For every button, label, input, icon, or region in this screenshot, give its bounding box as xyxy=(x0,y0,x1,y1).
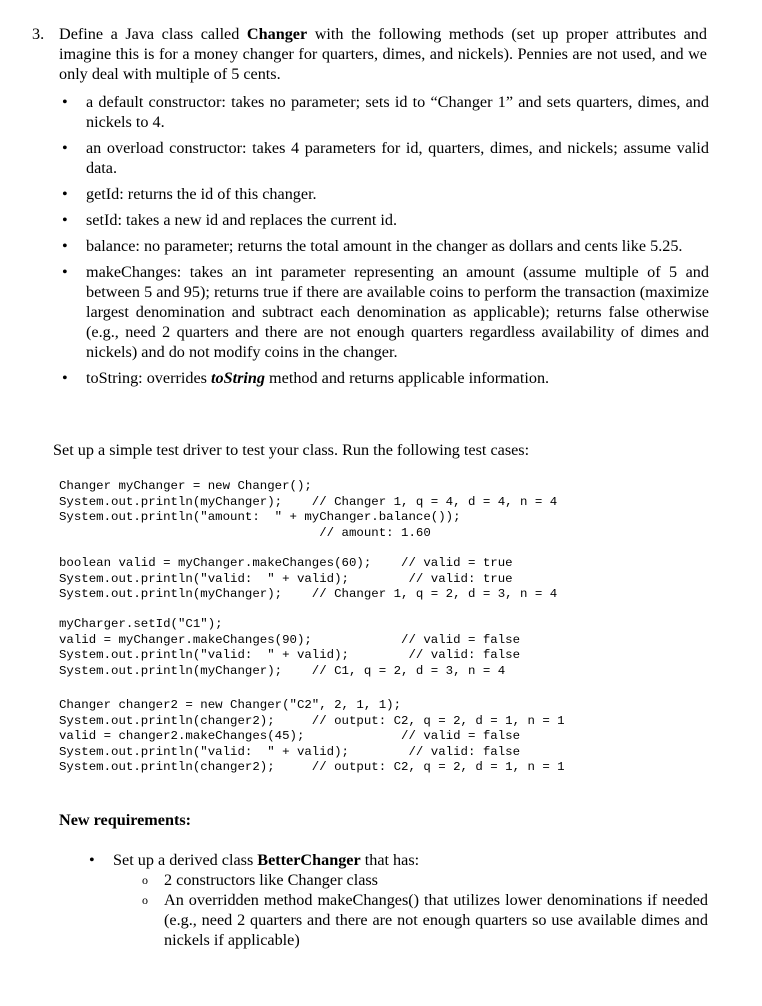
intro-text-start: Define a Java class called xyxy=(59,25,247,43)
class-name-changer: Changer xyxy=(246,25,308,43)
test-driver-intro: Set up a simple test driver to test your class. Run the following test cases: xyxy=(53,441,530,459)
method-item-overload-constructor: • an overload constructor: takes 4 parameters for id, quarters, dimes, and nickels; assume valid data. xyxy=(62,139,709,177)
derived-class-name: BetterChanger xyxy=(257,851,361,869)
circle-bullet-icon: o xyxy=(142,893,148,907)
bullet-icon: • xyxy=(89,851,95,869)
code-block-default-changer: Changer myChanger = new Changer(); System.out.println(myChanger); // Changer 1, q = 4, d = 4, n = 4 System.out.println("amount: " + myChanger.balance()); // amount: 1.60 xyxy=(59,479,558,540)
code-block-changer2: Changer changer2 = new Changer("C2", 2, 1, 1); System.out.println(changer2); // output: C2, q = 2, d = 1, n = 1 valid = changer2.makeChanges(45); // valid = false System.out.println("valid: " + valid); // valid: false System.out.println(changer2); // output: C2, q = 2, d = 1, n = 1 xyxy=(59,698,565,775)
new-requirements-heading: New requirements: xyxy=(59,811,192,829)
method-item-getid: • getId: returns the id of this changer. xyxy=(62,185,317,203)
code-block-set-id: myCharger.setId("C1"); valid = myChanger.makeChanges(90); // valid = false System.out.println("valid: " + valid); // valid: false System.out.println(myChanger); // C1, q = 2, d = 3, n = 4 xyxy=(59,617,521,678)
method-item-default-constructor: • a default constructor: takes no parameter; sets id to “Changer 1” and sets quarters, dimes, and nickels to 4. xyxy=(62,93,709,131)
bullet-icon: • xyxy=(62,237,68,255)
method-list xyxy=(59,92,709,394)
intro-text-end: with the following methods (set up proper attributes and imagine this is for a money changer for quarters, dimes, and nickels). Pennies are not used, and we only deal with multiple of 5 cents. xyxy=(59,25,707,83)
question-number: 3. xyxy=(32,25,45,43)
bullet-icon: • xyxy=(62,369,68,387)
method-item-tostring: • toString: overrides toString method and returns applicable information. xyxy=(62,369,550,387)
new-requirements-list xyxy=(86,850,708,950)
bullet-icon: • xyxy=(62,211,68,229)
question-intro xyxy=(59,24,707,84)
bullet-icon: • xyxy=(62,93,68,111)
bullet-icon: • xyxy=(62,139,68,157)
derived-class-bullet: • Set up a derived class BetterChanger that has: xyxy=(89,851,420,869)
method-item-makechanges: • makeChanges: takes an int parameter representing an amount (assume multiple of 5 and between 5 and 95); returns true if there are available coins to perform the transaction (maximize largest denomination and subtract each denomination as applicable); returns false otherwise (e.g., need 2 quarters and there are not enough quarters regardless availability of dimes and nickels) and do not modify coins in the changer. xyxy=(62,263,709,361)
circle-bullet-icon: o xyxy=(142,873,148,887)
derived-class-sublist xyxy=(86,870,708,950)
sub-item-constructors: o 2 constructors like Changer class xyxy=(142,871,378,889)
sub-item-overridden-makechanges: o An overridden method makeChanges() that utilizes lower denominations if needed (e.g., need 2 quarters and there are not enough quarters so use available dimes and nickels if applicable) xyxy=(142,891,708,949)
bullet-icon: • xyxy=(62,185,68,203)
tostring-emphasis: toString xyxy=(211,369,265,387)
bullet-icon: • xyxy=(62,263,68,281)
method-item-setid: • setId: takes a new id and replaces the current id. xyxy=(62,211,398,229)
code-block-make-changes: boolean valid = myChanger.makeChanges(60); // valid = true System.out.println("valid: " + valid); // valid: true System.out.println(myChanger); // Changer 1, q = 2, d = 3, n = 4 xyxy=(59,556,558,602)
method-item-balance: • balance: no parameter; returns the total amount in the changer as dollars and cents like 5.25. xyxy=(62,237,683,255)
